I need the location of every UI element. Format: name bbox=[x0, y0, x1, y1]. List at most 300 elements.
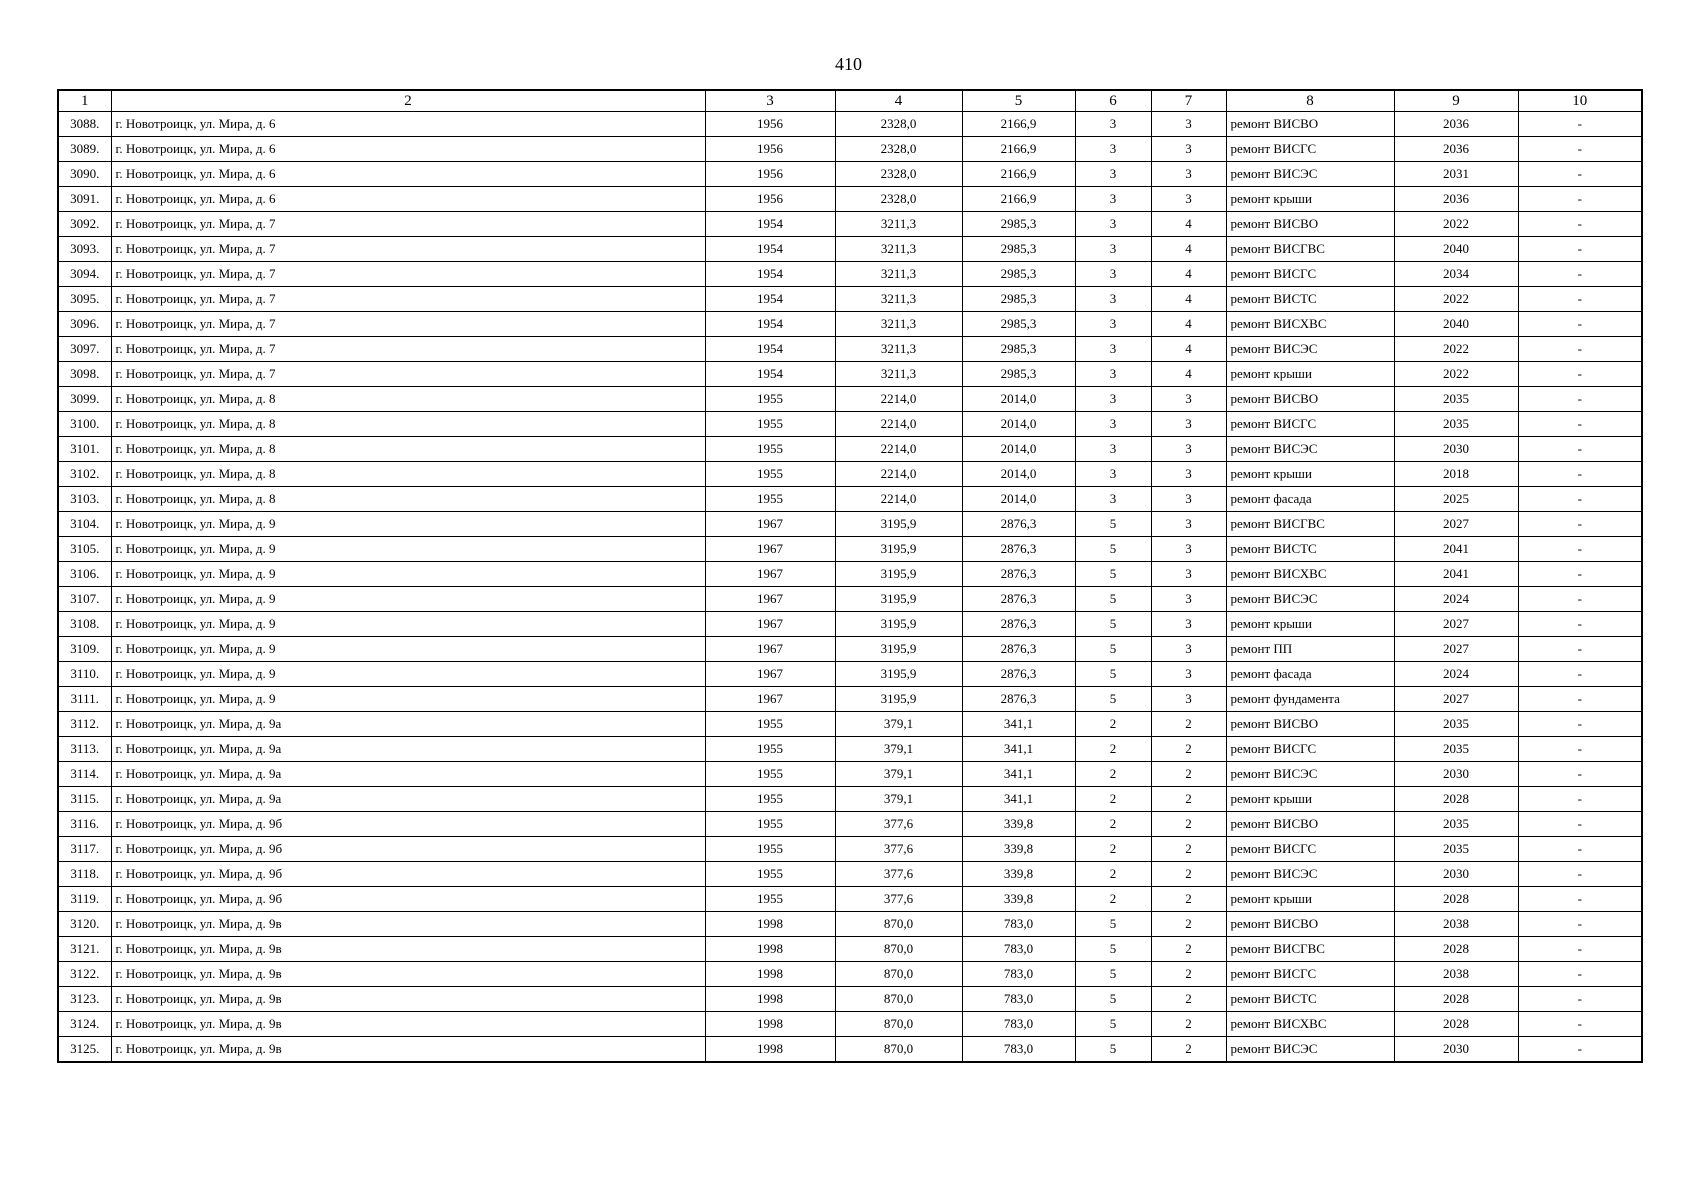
floors-cell: 5 bbox=[1075, 1037, 1151, 1063]
column-header-7: 7 bbox=[1151, 90, 1226, 112]
year-built-cell: 1956 bbox=[705, 162, 835, 187]
floors-cell: 3 bbox=[1075, 387, 1151, 412]
year-built-cell: 1967 bbox=[705, 662, 835, 687]
year-built-cell: 1956 bbox=[705, 187, 835, 212]
table-row bbox=[58, 512, 1642, 537]
row-number-cell: 3111. bbox=[58, 687, 111, 712]
work-type-cell: ремонт ПП bbox=[1226, 637, 1394, 662]
work-type-cell: ремонт крыши bbox=[1226, 462, 1394, 487]
row-number-cell: 3114. bbox=[58, 762, 111, 787]
total-area-cell: 3211,3 bbox=[835, 312, 962, 337]
living-area-cell: 2014,0 bbox=[962, 487, 1075, 512]
row-number-cell: 3100. bbox=[58, 412, 111, 437]
address-cell: г. Новотроицк, ул. Мира, д. 7 bbox=[111, 287, 705, 312]
total-area-cell: 3211,3 bbox=[835, 237, 962, 262]
planned-year-cell: 2018 bbox=[1394, 462, 1518, 487]
row-number-cell: 3098. bbox=[58, 362, 111, 387]
living-area-cell: 2166,9 bbox=[962, 112, 1075, 137]
work-type-cell: ремонт ВИСЭС bbox=[1226, 762, 1394, 787]
entrances-cell: 4 bbox=[1151, 287, 1226, 312]
work-type-cell: ремонт ВИСВО bbox=[1226, 812, 1394, 837]
note-cell: - bbox=[1518, 112, 1642, 137]
floors-cell: 5 bbox=[1075, 612, 1151, 637]
planned-year-cell: 2027 bbox=[1394, 512, 1518, 537]
planned-year-cell: 2027 bbox=[1394, 612, 1518, 637]
note-cell: - bbox=[1518, 812, 1642, 837]
living-area-cell: 2876,3 bbox=[962, 562, 1075, 587]
floors-cell: 5 bbox=[1075, 637, 1151, 662]
living-area-cell: 341,1 bbox=[962, 787, 1075, 812]
table-row bbox=[58, 837, 1642, 862]
table-row bbox=[58, 562, 1642, 587]
work-type-cell: ремонт ВИСВО bbox=[1226, 112, 1394, 137]
note-cell: - bbox=[1518, 212, 1642, 237]
row-number-cell: 3115. bbox=[58, 787, 111, 812]
address-cell: г. Новотроицк, ул. Мира, д. 9а bbox=[111, 712, 705, 737]
total-area-cell: 377,6 bbox=[835, 887, 962, 912]
note-cell: - bbox=[1518, 962, 1642, 987]
living-area-cell: 339,8 bbox=[962, 862, 1075, 887]
note-cell: - bbox=[1518, 487, 1642, 512]
entrances-cell: 2 bbox=[1151, 1012, 1226, 1037]
address-cell: г. Новотроицк, ул. Мира, д. 9а bbox=[111, 737, 705, 762]
column-header-3: 3 bbox=[705, 90, 835, 112]
address-cell: г. Новотроицк, ул. Мира, д. 7 bbox=[111, 337, 705, 362]
work-type-cell: ремонт фасада bbox=[1226, 662, 1394, 687]
address-cell: г. Новотроицк, ул. Мира, д. 9 bbox=[111, 612, 705, 637]
floors-cell: 3 bbox=[1075, 112, 1151, 137]
planned-year-cell: 2028 bbox=[1394, 1012, 1518, 1037]
floors-cell: 2 bbox=[1075, 762, 1151, 787]
table-row bbox=[58, 487, 1642, 512]
work-type-cell: ремонт крыши bbox=[1226, 887, 1394, 912]
table-row bbox=[58, 187, 1642, 212]
table-row bbox=[58, 262, 1642, 287]
year-built-cell: 1967 bbox=[705, 512, 835, 537]
note-cell: - bbox=[1518, 612, 1642, 637]
planned-year-cell: 2027 bbox=[1394, 687, 1518, 712]
table-row bbox=[58, 287, 1642, 312]
year-built-cell: 1954 bbox=[705, 212, 835, 237]
address-cell: г. Новотроицк, ул. Мира, д. 7 bbox=[111, 312, 705, 337]
table-row bbox=[58, 137, 1642, 162]
row-number-cell: 3102. bbox=[58, 462, 111, 487]
floors-cell: 5 bbox=[1075, 512, 1151, 537]
work-type-cell: ремонт ВИСГС bbox=[1226, 262, 1394, 287]
total-area-cell: 2214,0 bbox=[835, 387, 962, 412]
planned-year-cell: 2024 bbox=[1394, 662, 1518, 687]
table-row bbox=[58, 687, 1642, 712]
row-number-cell: 3092. bbox=[58, 212, 111, 237]
note-cell: - bbox=[1518, 462, 1642, 487]
living-area-cell: 2166,9 bbox=[962, 137, 1075, 162]
planned-year-cell: 2022 bbox=[1394, 362, 1518, 387]
row-number-cell: 3095. bbox=[58, 287, 111, 312]
note-cell: - bbox=[1518, 887, 1642, 912]
address-cell: г. Новотроицк, ул. Мира, д. 9 bbox=[111, 587, 705, 612]
row-number-cell: 3088. bbox=[58, 112, 111, 137]
work-type-cell: ремонт ВИСТС bbox=[1226, 987, 1394, 1012]
table-header bbox=[58, 90, 1642, 112]
row-number-cell: 3091. bbox=[58, 187, 111, 212]
year-built-cell: 1954 bbox=[705, 337, 835, 362]
note-cell: - bbox=[1518, 537, 1642, 562]
row-number-cell: 3099. bbox=[58, 387, 111, 412]
row-number-cell: 3113. bbox=[58, 737, 111, 762]
floors-cell: 2 bbox=[1075, 812, 1151, 837]
work-type-cell: ремонт ВИСВО bbox=[1226, 387, 1394, 412]
note-cell: - bbox=[1518, 337, 1642, 362]
table-row bbox=[58, 812, 1642, 837]
floors-cell: 3 bbox=[1075, 137, 1151, 162]
entrances-cell: 4 bbox=[1151, 262, 1226, 287]
address-cell: г. Новотроицк, ул. Мира, д. 7 bbox=[111, 262, 705, 287]
entrances-cell: 3 bbox=[1151, 512, 1226, 537]
year-built-cell: 1967 bbox=[705, 562, 835, 587]
address-cell: г. Новотроицк, ул. Мира, д. 9 bbox=[111, 512, 705, 537]
row-number-cell: 3118. bbox=[58, 862, 111, 887]
address-cell: г. Новотроицк, ул. Мира, д. 6 bbox=[111, 187, 705, 212]
note-cell: - bbox=[1518, 837, 1642, 862]
year-built-cell: 1998 bbox=[705, 937, 835, 962]
year-built-cell: 1954 bbox=[705, 312, 835, 337]
row-number-cell: 3122. bbox=[58, 962, 111, 987]
row-number-cell: 3120. bbox=[58, 912, 111, 937]
planned-year-cell: 2035 bbox=[1394, 712, 1518, 737]
floors-cell: 2 bbox=[1075, 787, 1151, 812]
work-type-cell: ремонт ВИСЭС bbox=[1226, 337, 1394, 362]
work-type-cell: ремонт ВИСХВС bbox=[1226, 312, 1394, 337]
work-type-cell: ремонт ВИСГС bbox=[1226, 137, 1394, 162]
total-area-cell: 2214,0 bbox=[835, 487, 962, 512]
total-area-cell: 870,0 bbox=[835, 987, 962, 1012]
total-area-cell: 379,1 bbox=[835, 787, 962, 812]
total-area-cell: 379,1 bbox=[835, 762, 962, 787]
living-area-cell: 339,8 bbox=[962, 837, 1075, 862]
planned-year-cell: 2035 bbox=[1394, 387, 1518, 412]
floors-cell: 5 bbox=[1075, 687, 1151, 712]
table-row bbox=[58, 587, 1642, 612]
floors-cell: 5 bbox=[1075, 562, 1151, 587]
floors-cell: 5 bbox=[1075, 962, 1151, 987]
planned-year-cell: 2034 bbox=[1394, 262, 1518, 287]
planned-year-cell: 2036 bbox=[1394, 112, 1518, 137]
year-built-cell: 1955 bbox=[705, 812, 835, 837]
note-cell: - bbox=[1518, 137, 1642, 162]
table-row bbox=[58, 612, 1642, 637]
living-area-cell: 2166,9 bbox=[962, 187, 1075, 212]
address-cell: г. Новотроицк, ул. Мира, д. 9б bbox=[111, 862, 705, 887]
year-built-cell: 1956 bbox=[705, 137, 835, 162]
address-cell: г. Новотроицк, ул. Мира, д. 7 bbox=[111, 212, 705, 237]
planned-year-cell: 2030 bbox=[1394, 1037, 1518, 1063]
floors-cell: 2 bbox=[1075, 712, 1151, 737]
entrances-cell: 3 bbox=[1151, 537, 1226, 562]
living-area-cell: 2985,3 bbox=[962, 212, 1075, 237]
table-row bbox=[58, 312, 1642, 337]
work-type-cell: ремонт ВИСГВС bbox=[1226, 512, 1394, 537]
living-area-cell: 783,0 bbox=[962, 937, 1075, 962]
capital-repair-table bbox=[57, 89, 1643, 1063]
living-area-cell: 339,8 bbox=[962, 887, 1075, 912]
note-cell: - bbox=[1518, 937, 1642, 962]
planned-year-cell: 2022 bbox=[1394, 287, 1518, 312]
row-number-cell: 3093. bbox=[58, 237, 111, 262]
work-type-cell: ремонт ВИСЭС bbox=[1226, 437, 1394, 462]
planned-year-cell: 2027 bbox=[1394, 637, 1518, 662]
floors-cell: 5 bbox=[1075, 1012, 1151, 1037]
year-built-cell: 1955 bbox=[705, 412, 835, 437]
address-cell: г. Новотроицк, ул. Мира, д. 9в bbox=[111, 987, 705, 1012]
year-built-cell: 1954 bbox=[705, 287, 835, 312]
note-cell: - bbox=[1518, 562, 1642, 587]
floors-cell: 3 bbox=[1075, 362, 1151, 387]
year-built-cell: 1955 bbox=[705, 887, 835, 912]
address-cell: г. Новотроицк, ул. Мира, д. 6 bbox=[111, 162, 705, 187]
row-number-cell: 3117. bbox=[58, 837, 111, 862]
planned-year-cell: 2038 bbox=[1394, 962, 1518, 987]
note-cell: - bbox=[1518, 187, 1642, 212]
work-type-cell: ремонт ВИСГС bbox=[1226, 737, 1394, 762]
entrances-cell: 4 bbox=[1151, 312, 1226, 337]
column-header-6: 6 bbox=[1075, 90, 1151, 112]
note-cell: - bbox=[1518, 762, 1642, 787]
living-area-cell: 2166,9 bbox=[962, 162, 1075, 187]
entrances-cell: 4 bbox=[1151, 237, 1226, 262]
row-number-cell: 3123. bbox=[58, 987, 111, 1012]
planned-year-cell: 2031 bbox=[1394, 162, 1518, 187]
entrances-cell: 2 bbox=[1151, 812, 1226, 837]
planned-year-cell: 2030 bbox=[1394, 762, 1518, 787]
note-cell: - bbox=[1518, 512, 1642, 537]
table-row bbox=[58, 112, 1642, 137]
year-built-cell: 1967 bbox=[705, 612, 835, 637]
table-body bbox=[58, 112, 1642, 1063]
total-area-cell: 870,0 bbox=[835, 1037, 962, 1063]
total-area-cell: 870,0 bbox=[835, 912, 962, 937]
total-area-cell: 3195,9 bbox=[835, 612, 962, 637]
total-area-cell: 377,6 bbox=[835, 862, 962, 887]
note-cell: - bbox=[1518, 712, 1642, 737]
living-area-cell: 341,1 bbox=[962, 737, 1075, 762]
work-type-cell: ремонт крыши bbox=[1226, 362, 1394, 387]
floors-cell: 3 bbox=[1075, 262, 1151, 287]
entrances-cell: 2 bbox=[1151, 712, 1226, 737]
living-area-cell: 783,0 bbox=[962, 987, 1075, 1012]
table-row bbox=[58, 1012, 1642, 1037]
row-number-cell: 3109. bbox=[58, 637, 111, 662]
row-number-cell: 3124. bbox=[58, 1012, 111, 1037]
living-area-cell: 783,0 bbox=[962, 1012, 1075, 1037]
planned-year-cell: 2036 bbox=[1394, 187, 1518, 212]
column-header-10: 10 bbox=[1518, 90, 1642, 112]
year-built-cell: 1955 bbox=[705, 462, 835, 487]
column-header-5: 5 bbox=[962, 90, 1075, 112]
floors-cell: 3 bbox=[1075, 487, 1151, 512]
total-area-cell: 3211,3 bbox=[835, 337, 962, 362]
address-cell: г. Новотроицк, ул. Мира, д. 8 bbox=[111, 412, 705, 437]
living-area-cell: 2985,3 bbox=[962, 237, 1075, 262]
note-cell: - bbox=[1518, 987, 1642, 1012]
row-number-cell: 3116. bbox=[58, 812, 111, 837]
year-built-cell: 1954 bbox=[705, 237, 835, 262]
entrances-cell: 2 bbox=[1151, 962, 1226, 987]
work-type-cell: ремонт фасада bbox=[1226, 487, 1394, 512]
entrances-cell: 3 bbox=[1151, 112, 1226, 137]
row-number-cell: 3125. bbox=[58, 1037, 111, 1063]
living-area-cell: 341,1 bbox=[962, 712, 1075, 737]
year-built-cell: 1955 bbox=[705, 762, 835, 787]
total-area-cell: 3195,9 bbox=[835, 687, 962, 712]
table-row bbox=[58, 762, 1642, 787]
row-number-cell: 3096. bbox=[58, 312, 111, 337]
address-cell: г. Новотроицк, ул. Мира, д. 8 bbox=[111, 437, 705, 462]
table-row bbox=[58, 387, 1642, 412]
table-row bbox=[58, 162, 1642, 187]
work-type-cell: ремонт ВИСГС bbox=[1226, 412, 1394, 437]
address-cell: г. Новотроицк, ул. Мира, д. 9в bbox=[111, 1037, 705, 1063]
living-area-cell: 2985,3 bbox=[962, 362, 1075, 387]
planned-year-cell: 2038 bbox=[1394, 912, 1518, 937]
year-built-cell: 1967 bbox=[705, 687, 835, 712]
row-number-cell: 3089. bbox=[58, 137, 111, 162]
work-type-cell: ремонт ВИСВО bbox=[1226, 712, 1394, 737]
address-cell: г. Новотроицк, ул. Мира, д. 7 bbox=[111, 362, 705, 387]
entrances-cell: 2 bbox=[1151, 737, 1226, 762]
table-row bbox=[58, 987, 1642, 1012]
planned-year-cell: 2024 bbox=[1394, 587, 1518, 612]
entrances-cell: 3 bbox=[1151, 412, 1226, 437]
floors-cell: 3 bbox=[1075, 412, 1151, 437]
address-cell: г. Новотроицк, ул. Мира, д. 6 bbox=[111, 137, 705, 162]
address-cell: г. Новотроицк, ул. Мира, д. 9 bbox=[111, 687, 705, 712]
entrances-cell: 3 bbox=[1151, 587, 1226, 612]
work-type-cell: ремонт ВИСЭС bbox=[1226, 1037, 1394, 1063]
note-cell: - bbox=[1518, 637, 1642, 662]
living-area-cell: 2985,3 bbox=[962, 312, 1075, 337]
total-area-cell: 3211,3 bbox=[835, 362, 962, 387]
entrances-cell: 4 bbox=[1151, 337, 1226, 362]
entrances-cell: 3 bbox=[1151, 487, 1226, 512]
table-row bbox=[58, 662, 1642, 687]
row-number-cell: 3104. bbox=[58, 512, 111, 537]
page-number: 410 bbox=[835, 54, 862, 74]
entrances-cell: 3 bbox=[1151, 612, 1226, 637]
planned-year-cell: 2028 bbox=[1394, 887, 1518, 912]
entrances-cell: 3 bbox=[1151, 637, 1226, 662]
address-cell: г. Новотроицк, ул. Мира, д. 8 bbox=[111, 487, 705, 512]
planned-year-cell: 2022 bbox=[1394, 337, 1518, 362]
living-area-cell: 2985,3 bbox=[962, 337, 1075, 362]
entrances-cell: 3 bbox=[1151, 187, 1226, 212]
work-type-cell: ремонт ВИСГВС bbox=[1226, 937, 1394, 962]
total-area-cell: 3195,9 bbox=[835, 662, 962, 687]
floors-cell: 5 bbox=[1075, 987, 1151, 1012]
living-area-cell: 2876,3 bbox=[962, 587, 1075, 612]
total-area-cell: 2328,0 bbox=[835, 187, 962, 212]
entrances-cell: 2 bbox=[1151, 937, 1226, 962]
living-area-cell: 341,1 bbox=[962, 762, 1075, 787]
table-row bbox=[58, 1037, 1642, 1063]
column-header-2: 2 bbox=[111, 90, 705, 112]
planned-year-cell: 2035 bbox=[1394, 837, 1518, 862]
header-row bbox=[58, 90, 1642, 112]
note-cell: - bbox=[1518, 862, 1642, 887]
note-cell: - bbox=[1518, 412, 1642, 437]
address-cell: г. Новотроицк, ул. Мира, д. 9в bbox=[111, 1012, 705, 1037]
work-type-cell: ремонт ВИСГС bbox=[1226, 837, 1394, 862]
total-area-cell: 377,6 bbox=[835, 812, 962, 837]
floors-cell: 3 bbox=[1075, 337, 1151, 362]
planned-year-cell: 2036 bbox=[1394, 137, 1518, 162]
table-row bbox=[58, 362, 1642, 387]
entrances-cell: 3 bbox=[1151, 562, 1226, 587]
table-row bbox=[58, 862, 1642, 887]
planned-year-cell: 2028 bbox=[1394, 987, 1518, 1012]
living-area-cell: 2985,3 bbox=[962, 287, 1075, 312]
living-area-cell: 2014,0 bbox=[962, 462, 1075, 487]
row-number-cell: 3103. bbox=[58, 487, 111, 512]
table-row bbox=[58, 712, 1642, 737]
entrances-cell: 2 bbox=[1151, 862, 1226, 887]
row-number-cell: 3107. bbox=[58, 587, 111, 612]
table-row bbox=[58, 412, 1642, 437]
total-area-cell: 379,1 bbox=[835, 737, 962, 762]
total-area-cell: 2328,0 bbox=[835, 162, 962, 187]
planned-year-cell: 2028 bbox=[1394, 937, 1518, 962]
note-cell: - bbox=[1518, 1037, 1642, 1063]
address-cell: г. Новотроицк, ул. Мира, д. 7 bbox=[111, 237, 705, 262]
column-header-9: 9 bbox=[1394, 90, 1518, 112]
row-number-cell: 3110. bbox=[58, 662, 111, 687]
note-cell: - bbox=[1518, 587, 1642, 612]
planned-year-cell: 2041 bbox=[1394, 537, 1518, 562]
note-cell: - bbox=[1518, 687, 1642, 712]
note-cell: - bbox=[1518, 312, 1642, 337]
note-cell: - bbox=[1518, 912, 1642, 937]
year-built-cell: 1967 bbox=[705, 537, 835, 562]
year-built-cell: 1955 bbox=[705, 437, 835, 462]
planned-year-cell: 2035 bbox=[1394, 737, 1518, 762]
address-cell: г. Новотроицк, ул. Мира, д. 6 bbox=[111, 112, 705, 137]
table-row bbox=[58, 537, 1642, 562]
entrances-cell: 3 bbox=[1151, 662, 1226, 687]
note-cell: - bbox=[1518, 262, 1642, 287]
work-type-cell: ремонт ВИСВО bbox=[1226, 212, 1394, 237]
total-area-cell: 870,0 bbox=[835, 1012, 962, 1037]
living-area-cell: 2876,3 bbox=[962, 662, 1075, 687]
living-area-cell: 2014,0 bbox=[962, 437, 1075, 462]
year-built-cell: 1998 bbox=[705, 912, 835, 937]
living-area-cell: 783,0 bbox=[962, 912, 1075, 937]
living-area-cell: 2014,0 bbox=[962, 387, 1075, 412]
total-area-cell: 2214,0 bbox=[835, 437, 962, 462]
address-cell: г. Новотроицк, ул. Мира, д. 9б bbox=[111, 837, 705, 862]
year-built-cell: 1955 bbox=[705, 737, 835, 762]
row-number-cell: 3121. bbox=[58, 937, 111, 962]
year-built-cell: 1998 bbox=[705, 1012, 835, 1037]
address-cell: г. Новотроицк, ул. Мира, д. 9б bbox=[111, 812, 705, 837]
total-area-cell: 870,0 bbox=[835, 962, 962, 987]
planned-year-cell: 2028 bbox=[1394, 787, 1518, 812]
work-type-cell: ремонт ВИСХВС bbox=[1226, 1012, 1394, 1037]
work-type-cell: ремонт ВИСВО bbox=[1226, 912, 1394, 937]
year-built-cell: 1967 bbox=[705, 587, 835, 612]
total-area-cell: 3195,9 bbox=[835, 637, 962, 662]
floors-cell: 2 bbox=[1075, 737, 1151, 762]
floors-cell: 5 bbox=[1075, 662, 1151, 687]
row-number-cell: 3094. bbox=[58, 262, 111, 287]
